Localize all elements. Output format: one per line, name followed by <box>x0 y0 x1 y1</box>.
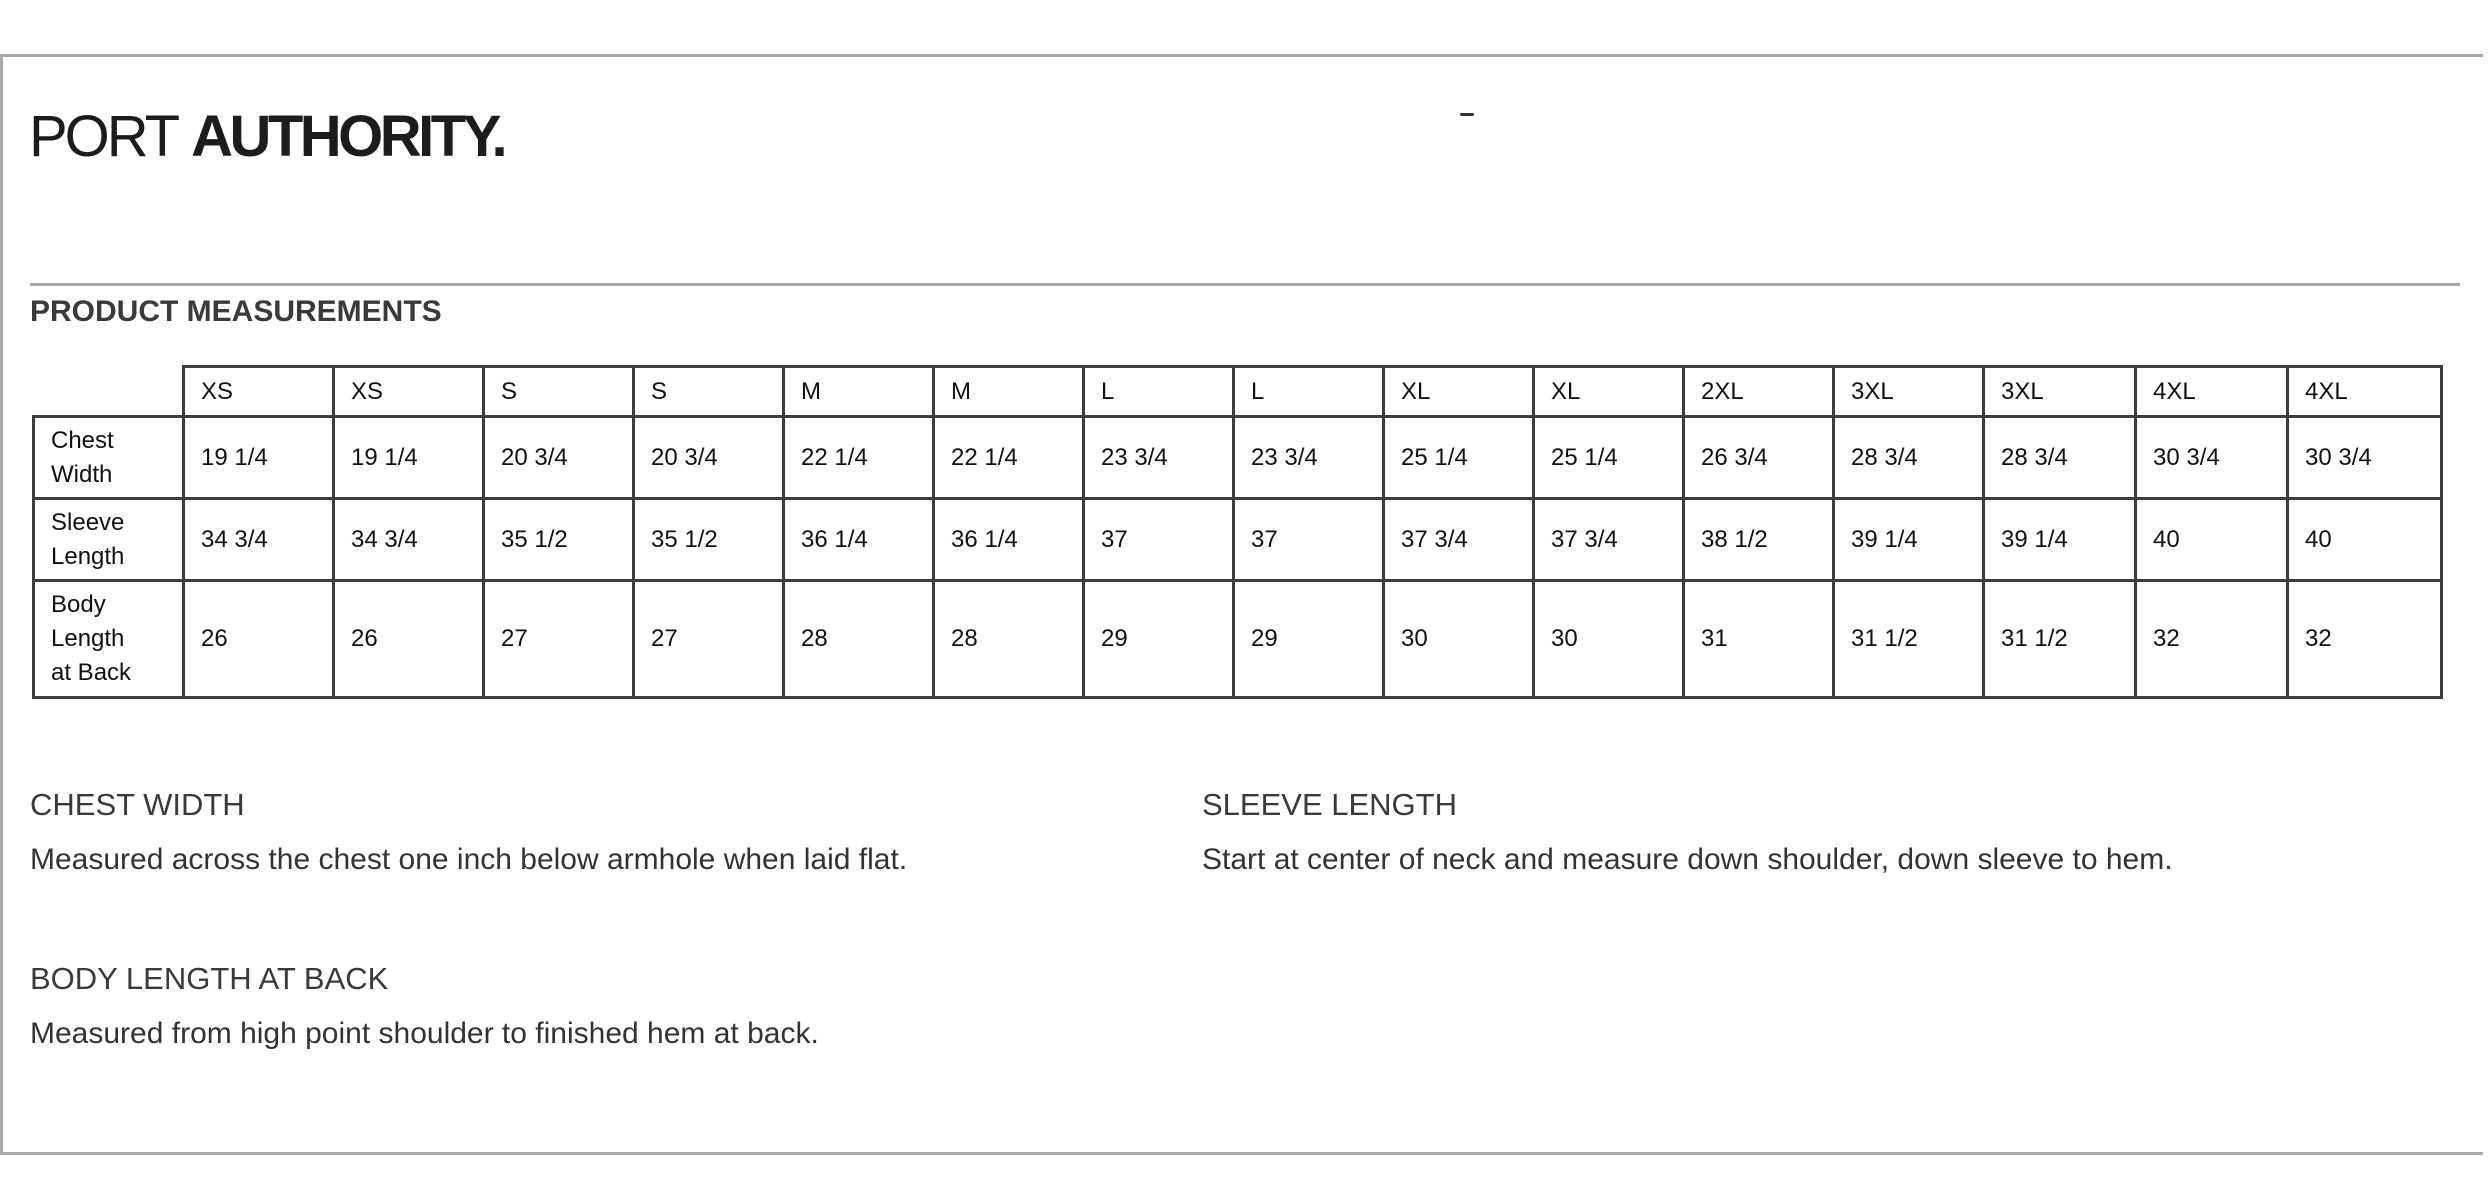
brand-logo <box>29 104 504 170</box>
logo-word-authority: AUTHORITY. <box>191 104 505 169</box>
measurement-cell: 30 <box>1384 581 1534 698</box>
measurements-table <box>32 365 2443 699</box>
measurement-cell: 40 <box>2288 499 2442 581</box>
size-header-cell: 3XL <box>1984 367 2136 417</box>
measurement-cell: 20 3/4 <box>484 417 634 499</box>
size-header-cell: L <box>1084 367 1234 417</box>
size-header-cell: S <box>484 367 634 417</box>
size-header-cell: M <box>934 367 1084 417</box>
sleeve-length-heading: SLEEVE LENGTH <box>1202 787 1457 822</box>
measurement-cell: 25 1/4 <box>1534 417 1684 499</box>
row-label-cell: Sleeve Length <box>34 499 184 581</box>
measurement-cell: 40 <box>2136 499 2288 581</box>
measurement-cell: 28 3/4 <box>1984 417 2136 499</box>
size-header-cell: 2XL <box>1684 367 1834 417</box>
sleeve-length-text: Start at center of neck and measure down shoulder, down sleeve to hem. <box>1202 843 2173 876</box>
logo-word-port: PORT <box>29 104 178 169</box>
size-header-cell: 3XL <box>1834 367 1984 417</box>
measurement-cell: 37 3/4 <box>1534 499 1684 581</box>
chest-width-text: Measured across the chest one inch below armhole when laid flat. <box>30 843 908 876</box>
measurement-cell: 37 <box>1084 499 1234 581</box>
size-header-cell: 4XL <box>2288 367 2442 417</box>
measurement-cell: 28 <box>934 581 1084 698</box>
measurement-cell: 22 1/4 <box>934 417 1084 499</box>
measurement-cell: 26 <box>184 581 334 698</box>
measurement-cell: 26 3/4 <box>1684 417 1834 499</box>
measurement-cell: 26 <box>334 581 484 698</box>
body-length-text: Measured from high point shoulder to finished hem at back. <box>30 1017 819 1050</box>
measurement-cell: 39 1/4 <box>1984 499 2136 581</box>
measurement-cell: 36 1/4 <box>934 499 1084 581</box>
measurement-cell: 29 <box>1234 581 1384 698</box>
row-label-cell: Chest Width <box>34 417 184 499</box>
table-row <box>34 499 2442 581</box>
measurement-cell: 22 1/4 <box>784 417 934 499</box>
measurement-cell: 31 1/2 <box>1984 581 2136 698</box>
measurement-cell: 38 1/2 <box>1684 499 1834 581</box>
size-header-cell: XS <box>334 367 484 417</box>
size-header-cell: XS <box>184 367 334 417</box>
measurement-cell: 20 3/4 <box>634 417 784 499</box>
measurement-cell: 27 <box>634 581 784 698</box>
measurement-cell: 28 <box>784 581 934 698</box>
measurement-cell: 25 1/4 <box>1384 417 1534 499</box>
table-row <box>34 417 2442 499</box>
measurement-cell: 32 <box>2288 581 2442 698</box>
measurement-cell: 35 1/2 <box>634 499 784 581</box>
measurement-cell: 19 1/4 <box>334 417 484 499</box>
measurement-cell: 39 1/4 <box>1834 499 1984 581</box>
measurement-cell: 30 3/4 <box>2288 417 2442 499</box>
measurement-cell: 34 3/4 <box>334 499 484 581</box>
size-header-row <box>34 367 2442 417</box>
section-title: PRODUCT MEASUREMENTS <box>30 295 442 328</box>
measurement-cell: 31 1/2 <box>1834 581 1984 698</box>
table-corner-cell <box>34 367 184 417</box>
size-header-cell: XL <box>1384 367 1534 417</box>
size-header-cell: 4XL <box>2136 367 2288 417</box>
measurement-cell: 35 1/2 <box>484 499 634 581</box>
measurement-cell: 30 <box>1534 581 1684 698</box>
body-length-heading: BODY LENGTH AT BACK <box>30 961 389 996</box>
header-divider <box>30 283 2460 286</box>
table-body <box>34 367 2442 698</box>
size-header-cell: L <box>1234 367 1384 417</box>
measurement-cell: 37 <box>1234 499 1384 581</box>
size-header-cell: M <box>784 367 934 417</box>
measurement-cell: 28 3/4 <box>1834 417 1984 499</box>
measurement-cell: 27 <box>484 581 634 698</box>
row-label-cell: Body Length at Back <box>34 581 184 698</box>
table-row <box>34 581 2442 698</box>
measurement-cell: 31 <box>1684 581 1834 698</box>
size-header-cell: XL <box>1534 367 1684 417</box>
measurement-cell: 23 3/4 <box>1084 417 1234 499</box>
measurement-cell: 36 1/4 <box>784 499 934 581</box>
measurement-cell: 37 3/4 <box>1384 499 1534 581</box>
measurement-cell: 34 3/4 <box>184 499 334 581</box>
measurement-cell: 19 1/4 <box>184 417 334 499</box>
measurement-cell: 29 <box>1084 581 1234 698</box>
stray-mark <box>1460 113 1474 116</box>
measurement-cell: 23 3/4 <box>1234 417 1384 499</box>
measurement-cell: 32 <box>2136 581 2288 698</box>
chest-width-heading: CHEST WIDTH <box>30 787 245 822</box>
size-header-cell: S <box>634 367 784 417</box>
measurement-cell: 30 3/4 <box>2136 417 2288 499</box>
